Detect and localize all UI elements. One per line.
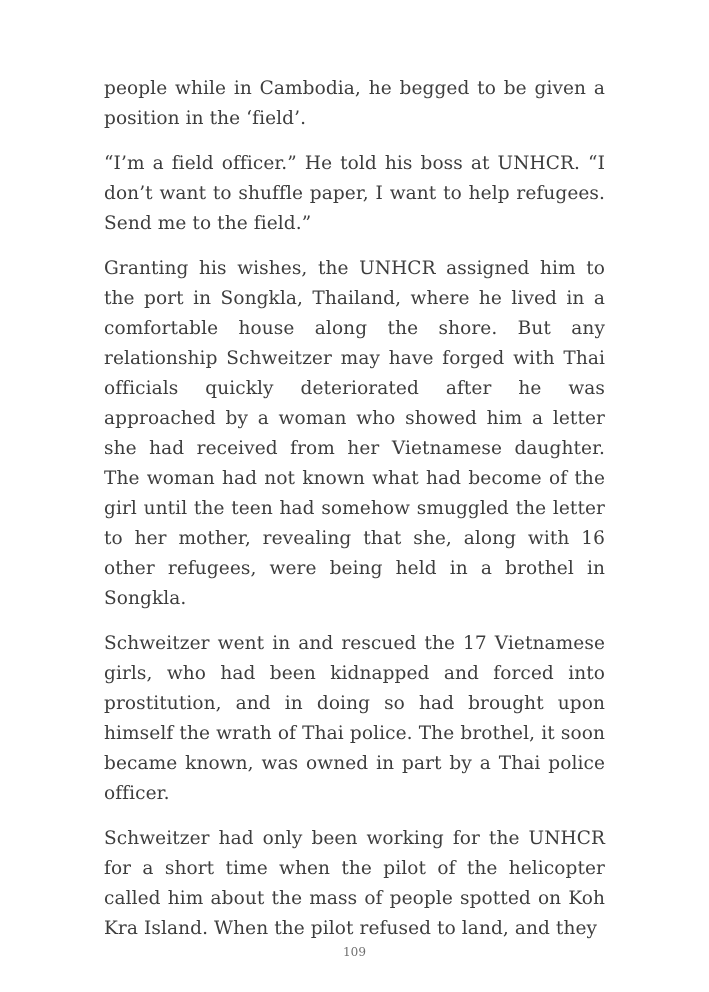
paragraph: Granting his wishes, the UNHCR assigned him to the port in Songkla, Thailand, where he lived in a comfortable house along the shore. But any relationship Schweitzer may have forged with Thai officials quickly deteriorated after he was approached by a woman who showed him a letter she had received from her Vietnamese daughter. The woman had not known what had become of the girl until the teen had somehow smuggled the letter to her mother, revealing that she, along with 16 other refugees, were being held in a brothel in Songkla. bbox=[104, 258, 605, 609]
paragraph: “I’m a field officer.” He told his boss at UNHCR. “I don’t want to shuffle paper, I want to help refugees. Send me to the field.” bbox=[104, 153, 605, 234]
paragraph: people while in Cambodia, he begged to be given a position in the ‘field’. bbox=[104, 78, 605, 129]
text-block bbox=[104, 74, 605, 959]
paragraph: Schweitzer had only been working for the UNHCR for a short time when the pilot of the helicopter called him about the mass of people spotted on Koh Kra Island. When the pilot refused to land, and they bbox=[104, 828, 605, 939]
paragraph: Schweitzer went in and rescued the 17 Vietnamese girls, who had been kidnapped and forced into prostitution, and in doing so had brought upon himself the wrath of Thai police. The brothel, it soon became known, was owned in part by a Thai police officer. bbox=[104, 633, 605, 804]
page-number: 109 bbox=[343, 945, 366, 959]
